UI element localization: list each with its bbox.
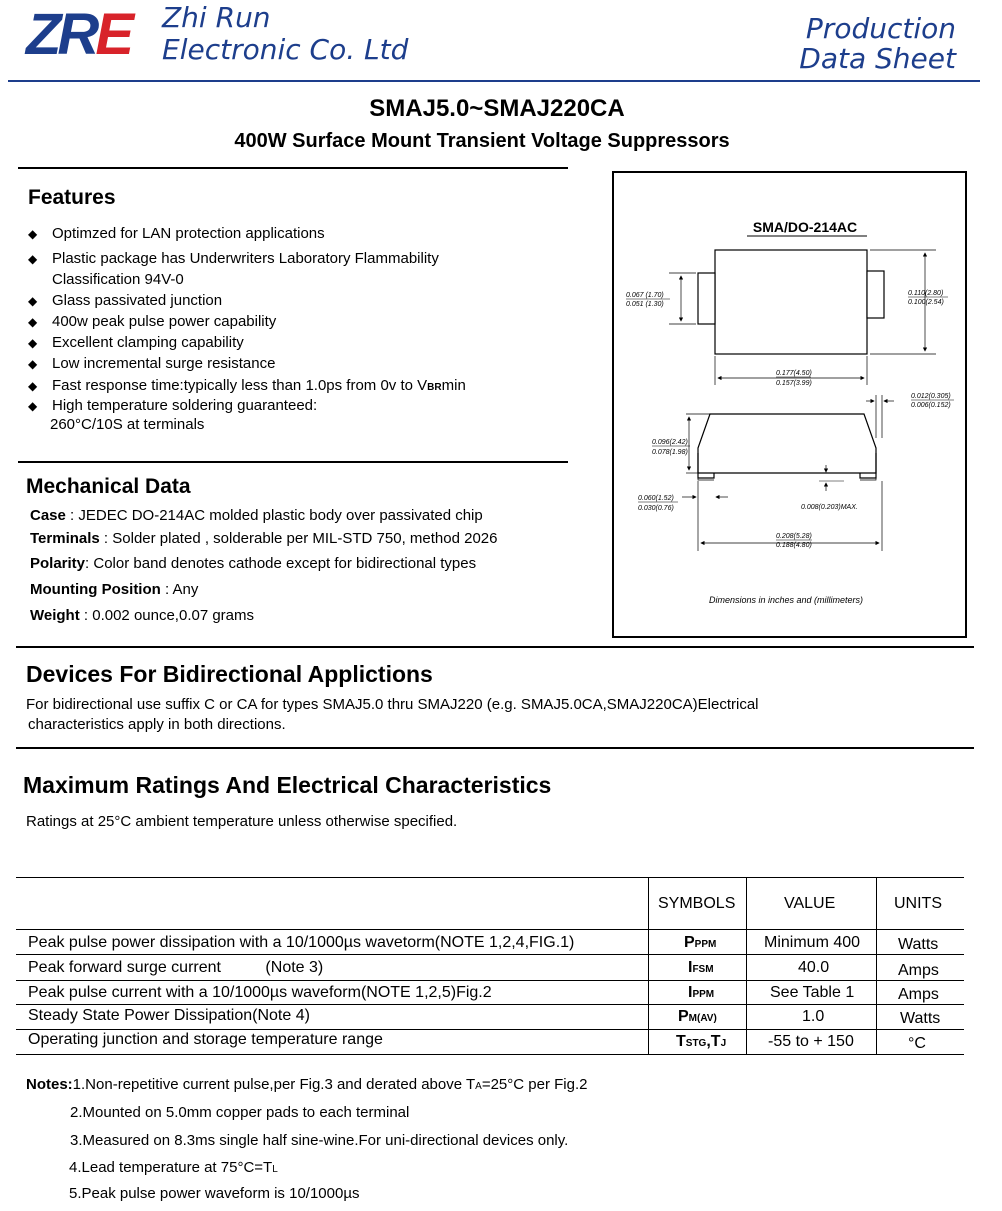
table-row-value: Minimum 400: [764, 934, 861, 951]
company-logo: ZRE: [26, 2, 131, 67]
dim-label: 0.008(0.203)MAX.: [801, 504, 858, 511]
table-row-symbol: TSTG,TJ: [676, 1033, 727, 1050]
ratings-table: [16, 877, 964, 1055]
page-subtitle: 400W Surface Mount Transient Voltage Suppressors: [234, 130, 730, 152]
table-row-unit: °C: [908, 1035, 926, 1052]
ratings-note: Ratings at 25°C ambient temperature unless otherwise specified.: [26, 813, 458, 830]
side-view: [682, 395, 894, 551]
mechanical-row-polarity: Polarity: Color band denotes cathode except for bidirectional types: [30, 555, 477, 572]
note-3: 3.Measured on 8.3ms single half sine-wine.For uni-directional devices only.: [70, 1132, 569, 1149]
table-row-param: Peak forward surge current (Note 3): [28, 959, 324, 976]
mechanical-heading: Mechanical Data: [26, 475, 191, 498]
mechanical-top-rule: [18, 461, 568, 463]
table-row-param: Operating junction and storage temperature range: [28, 1031, 383, 1048]
company-name-line1: Zhi Run: [162, 1, 271, 34]
dim-label: 0.078(1.98): [652, 449, 688, 456]
mechanical-row-case: Case : JEDEC DO-214AC molded plastic body over passivated chip: [30, 507, 483, 524]
table-row-unit: Watts: [898, 936, 939, 953]
drawing-caption: Dimensions in inches and (millimeters): [708, 595, 864, 605]
mechanical-row-terminals: Terminals : Solder plated , solderable per MIL-STD 750, method 2026: [30, 530, 498, 547]
table-row-symbol: IPPM: [688, 984, 715, 1001]
table-row-param: Peak pulse current with a 10/1000µs waveform(NOTE 1,2,5)Fig.2: [28, 984, 492, 1001]
table-row-unit: Amps: [898, 962, 939, 979]
dim-label: 0.177(4.50): [776, 370, 812, 377]
table-row-symbol: IFSM: [688, 959, 714, 976]
table-row-value: -55 to + 150: [768, 1033, 854, 1050]
note-5: 5.Peak pulse power waveform is 10/1000µs: [69, 1185, 360, 1202]
bidirectional-top-rule: [16, 646, 974, 648]
package-name: SMA/DO-214AC: [752, 219, 858, 235]
table-row-symbol: PPPM: [684, 934, 717, 951]
bidirectional-heading: Devices For Bidirectional Applictions: [26, 661, 433, 687]
header-divider: [8, 80, 980, 82]
ratings-top-rule: [16, 747, 974, 749]
document-type-line2: Data Sheet: [799, 42, 956, 75]
dim-label: 0.051 (1.30): [626, 301, 664, 308]
note-1: Notes:1.Non-repetitive current pulse,per Fig.3 and derated above TA=25°C per Fig.2: [26, 1076, 588, 1093]
dim-label: 0.157(3.99): [776, 380, 812, 387]
page-title: SMAJ5.0~SMAJ220CA: [369, 95, 625, 122]
package-drawing: [612, 171, 967, 638]
mechanical-row-weight: Weight : 0.002 ounce,0.07 grams: [30, 607, 255, 624]
table-row-param: Peak pulse power dissipation with a 10/1000µs wavetorm(NOTE 1,2,4,FIG.1): [28, 934, 575, 951]
document-type: [799, 14, 956, 74]
column-header-units: UNITS: [894, 895, 942, 912]
table-row-param: Steady State Power Dissipation(Note 4): [28, 1007, 310, 1024]
bidirectional-text-line1: For bidirectional use suffix C or CA for types SMAJ5.0 thru SMAJ220 (e.g. SMAJ5.0CA,SMAJ220CA)Electrical: [26, 696, 759, 713]
dim-label: 0.096(2.42): [652, 439, 688, 446]
table-row-value: 40.0: [798, 959, 830, 976]
dim-label: 0.067 (1.70): [626, 292, 664, 299]
bidirectional-text-line2: characteristics apply in both directions.: [28, 716, 286, 733]
document-type-line1: Production: [805, 12, 956, 45]
column-header-value: VALUE: [784, 895, 836, 912]
dim-label: 0.110(2.80): [908, 290, 944, 297]
table-row-unit: Amps: [898, 986, 939, 1003]
note-2: 2.Mounted on 5.0mm copper pads to each terminal: [70, 1104, 410, 1121]
dim-label: 0.208(5.28): [776, 533, 812, 540]
dim-label: 0.100(2.54): [908, 299, 944, 306]
table-row-value: 1.0: [802, 1008, 825, 1025]
table-row-unit: Watts: [900, 1010, 941, 1027]
bidirectional-text: [26, 695, 759, 735]
company-name-line2: Electronic Co. Ltd: [162, 33, 409, 66]
note-4: 4.Lead temperature at 75°C=TL: [69, 1159, 278, 1176]
dim-label: 0.060(1.52): [638, 495, 674, 502]
ratings-heading: Maximum Ratings And Electrical Characteristics: [23, 772, 552, 798]
table-row-symbol: PM(AV): [678, 1008, 717, 1025]
company-name: [162, 2, 408, 66]
column-header-symbols: SYMBOLS: [658, 895, 736, 912]
dim-label: 0.188(4.80): [776, 542, 812, 549]
features-top-rule: [18, 167, 568, 169]
dim-label: 0.006(0.152): [911, 402, 951, 409]
top-view: [669, 250, 936, 385]
table-row-value: See Table 1: [770, 984, 855, 1001]
dim-label: 0.030(0.76): [638, 505, 674, 512]
dim-label: 0.012(0.305): [911, 393, 951, 400]
mechanical-row-mounting: Mounting Position : Any: [30, 581, 199, 598]
features-heading: Features: [28, 186, 116, 209]
